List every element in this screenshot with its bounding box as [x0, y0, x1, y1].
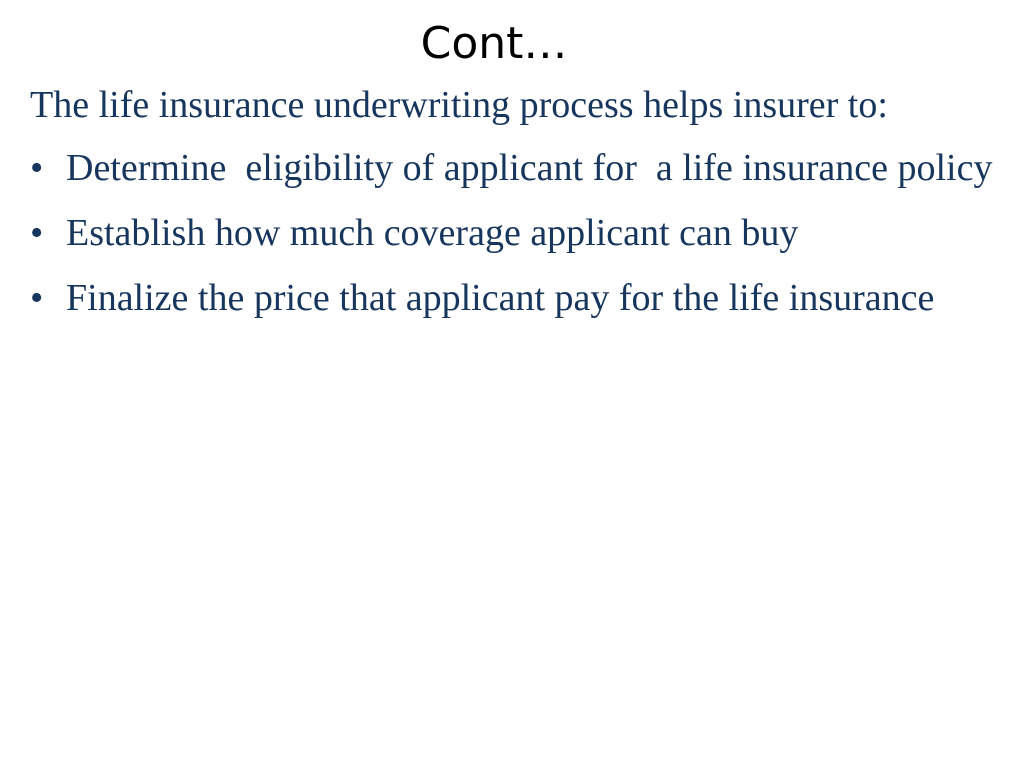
intro-text: The life insurance underwriting process helps insurer to:	[30, 84, 888, 126]
bullet-item-coverage	[30, 206, 1005, 261]
bullet-text: Finalize the price that applicant pay for the life insurance	[66, 277, 935, 319]
slide-body	[30, 78, 1005, 336]
bullet-list	[30, 141, 1005, 326]
bullet-icon: •	[30, 212, 44, 254]
bullet-icon: •	[30, 277, 44, 319]
bullet-text: Determine eligibility of applicant for a life insurance policy	[66, 147, 993, 189]
bullet-text: Establish how much coverage applicant can buy	[66, 212, 799, 254]
bullet-item-price	[30, 271, 1005, 326]
bullet-item-eligibility	[30, 141, 1005, 196]
slide-title: Cont…	[420, 18, 568, 69]
bullet-icon: •	[30, 147, 44, 189]
